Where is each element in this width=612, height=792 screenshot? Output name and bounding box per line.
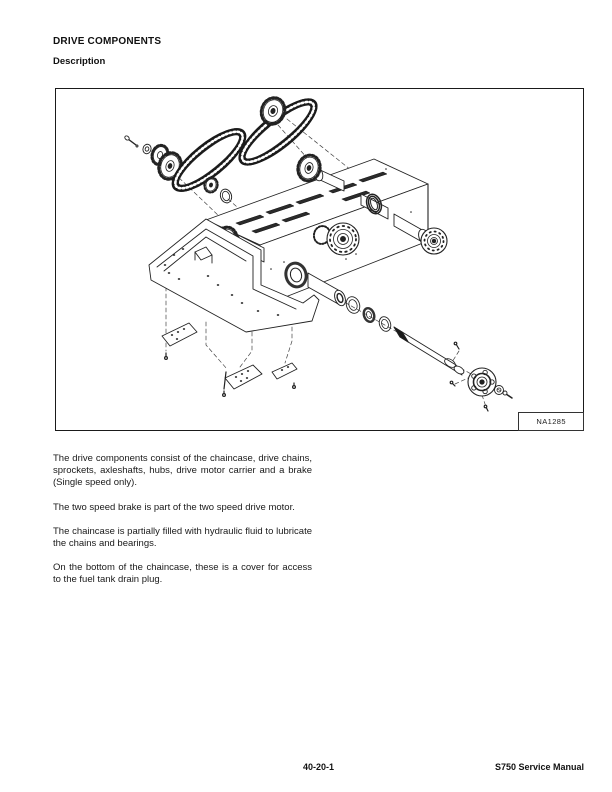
drive-components-diagram [56,89,583,430]
figure-label-box [518,412,584,431]
paragraph-2: The two speed brake is part of the two speed drive motor. [53,501,295,513]
axle-sprocket-top [258,94,289,127]
axle-hub [468,368,496,396]
figure-frame [55,88,584,431]
section-heading: Description [53,56,106,67]
cover-plate-2 [225,365,262,389]
paragraph-1: The drive components consist of the chaincase, drive chains, sprockets, axleshafts, hubs, drive motor carrier and a brake (Single speed only). [53,453,312,489]
page-footer [53,762,584,776]
washer [142,143,153,155]
hub-bolt [503,391,512,398]
cover-plate-1 [162,323,197,346]
paragraph-4: On the bottom of the chaincase, these is a cover for access to the fuel tank drain plug. [53,562,312,586]
sprocket-bolt [124,135,138,147]
paragraph-3: The chaincase is partially filled with hydraulic fluid to lubricate the chains and bearings. [53,525,312,550]
bearing-rings [344,295,393,333]
cover-plate-3 [272,363,297,379]
page-title: DRIVE COMPONENTS [53,36,162,47]
axleshaft [394,327,465,376]
manual-title: S750 Service Manual [494,762,584,772]
page-number: 40-20-1 [302,762,335,772]
figure-label: NA1285 [536,417,566,427]
description-text [53,453,312,599]
